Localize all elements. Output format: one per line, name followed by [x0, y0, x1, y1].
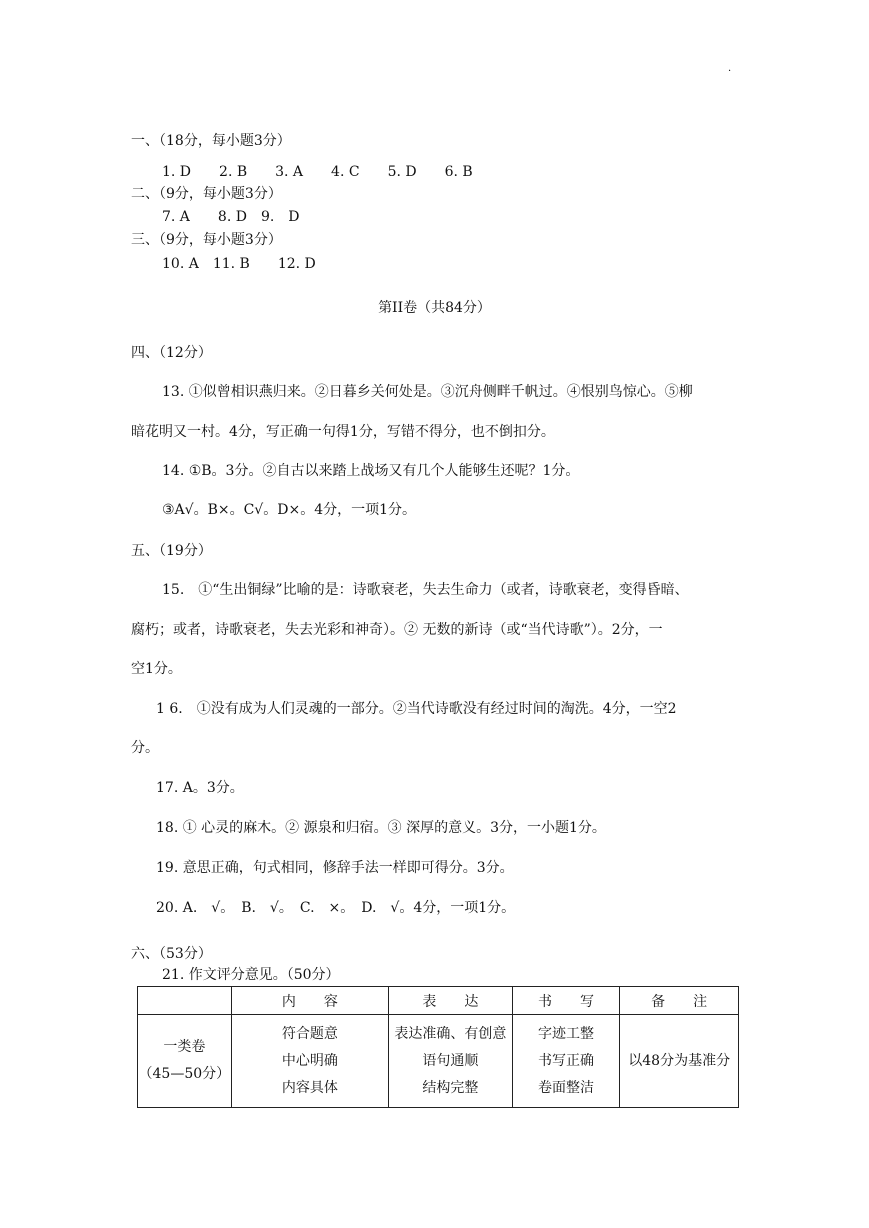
q19: 19. 意思正确，句式相同，修辞手法一样即可得分。3分。 [156, 860, 514, 876]
content-criterion: 中心明确 [281, 1052, 338, 1069]
expression-criterion: 表达准确、有创意 [394, 1025, 507, 1042]
content-criterion: 符合题意 [281, 1025, 338, 1042]
table-header-row [138, 987, 739, 1015]
category-range: （45—50分） [138, 1066, 231, 1082]
q15-line-1: 15. ①“生出铜绿”比喻的是：诗歌衰老，失去生命力（或者，诗歌衰老，变得昏暗、 [162, 582, 689, 598]
q16-line-2: 分。 [131, 740, 159, 756]
table-header-expression: 表 达 [389, 987, 513, 1015]
q14-line-2: ③A√。B×。C√。D×。4分，一项1分。 [162, 502, 417, 518]
writing-criterion: 书写正确 [538, 1052, 595, 1069]
table-header-content: 内 容 [231, 987, 388, 1015]
writing-cell [512, 1015, 620, 1108]
expression-cell [389, 1015, 513, 1108]
section-2-answers: 7. A 8. D 9. D [162, 209, 300, 225]
table-header-cell [138, 987, 232, 1015]
content-cell [231, 1015, 388, 1108]
q17: 17. A。3分。 [156, 780, 244, 796]
q21: 21. 作文评分意见。（50分） [162, 967, 340, 983]
writing-criterion: 卷面整洁 [538, 1079, 595, 1096]
section-3-answers: 10. A 11. B 12. D [162, 256, 316, 272]
category-name: 一类卷 [163, 1039, 206, 1055]
q14-line-1: 14. ①B。3分。②自古以来踏上战场又有几个人能够生还呢？1分。 [162, 463, 580, 479]
expression-criterion: 语句通顺 [422, 1052, 479, 1069]
q13-line-1: 13. ①似曾相识燕归来。②日暮乡关何处是。③沉舟侧畔千帆过。④恨别鸟惊心。⑤柳 [162, 384, 693, 400]
q15-line-2: 腐朽；或者，诗歌衰老，失去光彩和神奇）。② 无数的新诗（或“当代诗歌”）。2分，一 [131, 622, 663, 638]
table-header-note: 备 注 [620, 987, 739, 1015]
section-1-answers: 1. D 2. B 3. A 4. C 5. D 6. B [162, 164, 473, 180]
section-6-title: 六、（53分） [131, 946, 212, 962]
table-header-writing: 书 写 [512, 987, 620, 1015]
category-cell [138, 1015, 232, 1108]
q13-line-2: 暗花明又一村。4分，写正确一句得1分，写错不得分，也不倒扣分。 [131, 424, 555, 440]
content-criterion: 内容具体 [281, 1079, 338, 1096]
section-4-title: 四、（12分） [131, 345, 212, 361]
section-2-title: 二、（9分，每小题3分） [131, 186, 282, 202]
q18: 18. ① 心灵的麻木。② 源泉和归宿。③ 深厚的意义。3分，一小题1分。 [156, 820, 606, 836]
table-row [138, 1015, 739, 1108]
essay-scoring-table [137, 986, 739, 1108]
section-5-title: 五、（19分） [131, 543, 212, 559]
section-3-title: 三、（9分，每小题3分） [131, 232, 282, 248]
volume-2-title: 第II卷（共84分） [378, 300, 491, 316]
writing-criterion: 字迹工整 [538, 1025, 595, 1042]
q20: 20. A. √。 B. √。 C. ×。 D. √。4分，一项1分。 [156, 900, 516, 916]
expression-criterion: 结构完整 [422, 1079, 479, 1096]
section-1-title: 一、（18分，每小题3分） [131, 133, 291, 149]
q15-line-3: 空1分。 [131, 661, 182, 677]
note-cell: 以48分为基准分 [620, 1015, 739, 1108]
q16-line-1: 1 6. ①没有成为人们灵魂的一部分。②当代诗歌没有经过时间的淘洗。4分，一空2 [156, 701, 677, 717]
page-dot: · [728, 66, 732, 77]
